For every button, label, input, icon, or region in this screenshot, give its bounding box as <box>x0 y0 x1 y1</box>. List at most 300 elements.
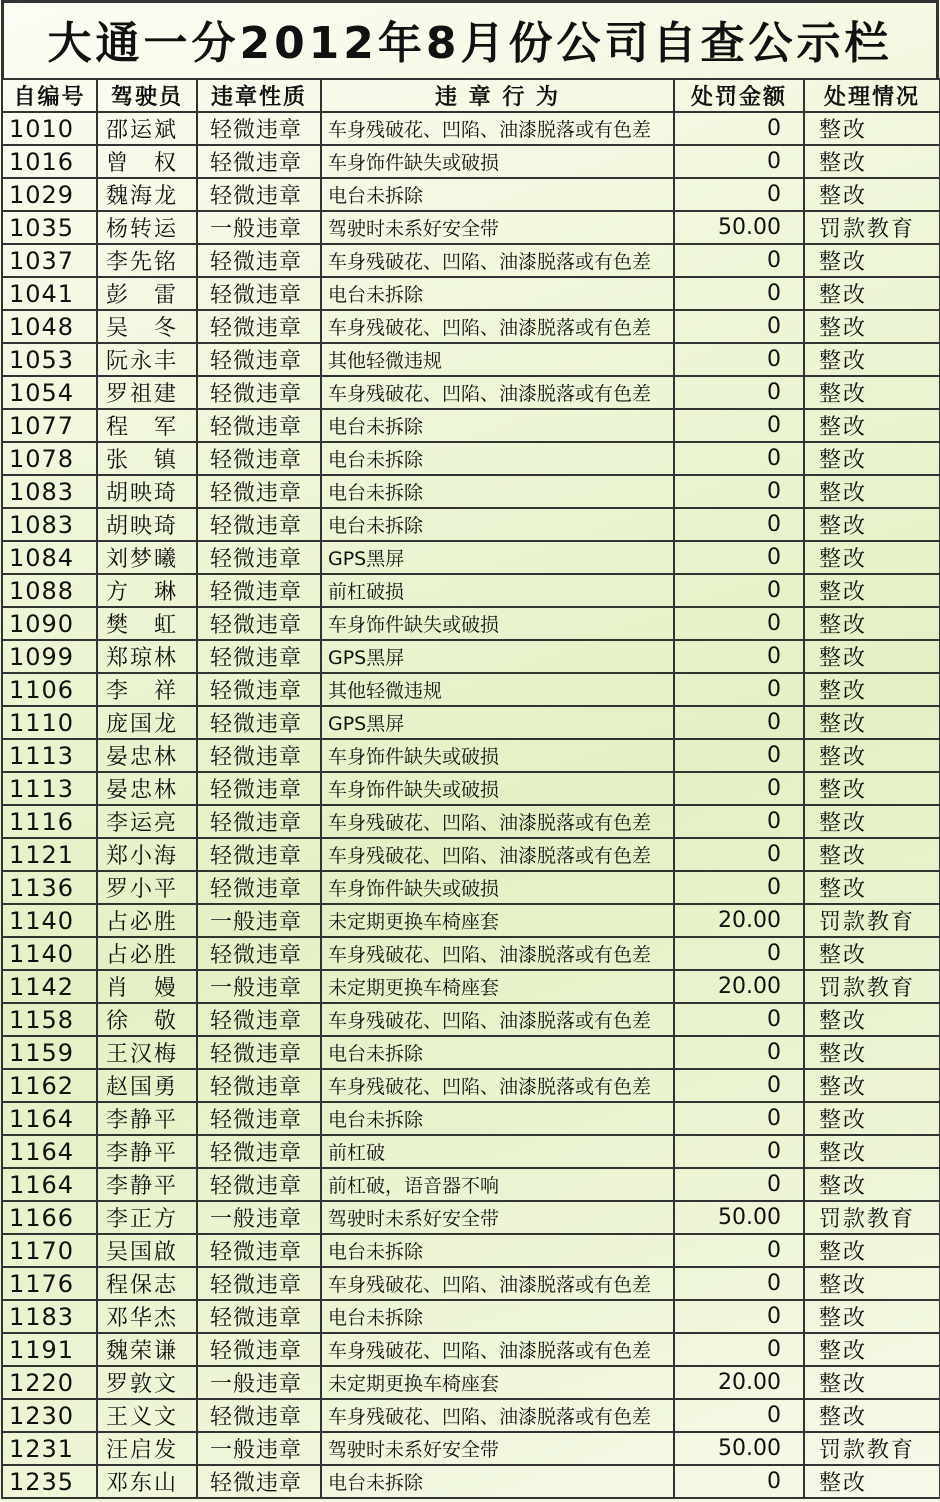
cell-behavior: 电台未拆除 <box>321 1036 674 1069</box>
cell-handling: 整改 <box>804 310 940 343</box>
cell-amount: 0 <box>674 838 804 871</box>
cell-driver: 李静平 <box>97 1102 197 1135</box>
cell-driver: 方 琳 <box>97 574 197 607</box>
table-row <box>2 640 940 673</box>
table-row <box>2 1069 940 1102</box>
cell-id: 1088 <box>2 574 97 607</box>
cell-id: 1121 <box>2 838 97 871</box>
cell-nature: 轻微违章 <box>197 244 321 277</box>
table-row <box>2 277 940 310</box>
cell-nature: 轻微违章 <box>197 1069 321 1102</box>
table-row <box>2 937 940 970</box>
table-row <box>2 1003 940 1036</box>
cell-nature: 轻微违章 <box>197 508 321 541</box>
cell-amount: 0 <box>674 244 804 277</box>
cell-id: 1166 <box>2 1201 97 1234</box>
cell-amount: 0 <box>674 1036 804 1069</box>
cell-driver: 邓东山 <box>97 1465 197 1498</box>
cell-behavior: 驾驶时未系好安全带 <box>321 1201 674 1234</box>
cell-nature: 轻微违章 <box>197 937 321 970</box>
cell-driver: 魏海龙 <box>97 178 197 211</box>
cell-amount: 0 <box>674 673 804 706</box>
cell-amount: 50.00 <box>674 1201 804 1234</box>
cell-driver: 罗祖建 <box>97 376 197 409</box>
cell-behavior: 车身残破花、凹陷、油漆脱落或有色差 <box>321 112 674 145</box>
cell-id: 1077 <box>2 409 97 442</box>
cell-id: 1231 <box>2 1432 97 1465</box>
table-row <box>2 1300 940 1333</box>
cell-amount: 0 <box>674 409 804 442</box>
cell-handling: 整改 <box>804 640 940 673</box>
cell-id: 1029 <box>2 178 97 211</box>
cell-amount: 0 <box>674 442 804 475</box>
cell-amount: 0 <box>674 1168 804 1201</box>
cell-amount: 50.00 <box>674 1432 804 1465</box>
cell-behavior: 其他轻微违规 <box>321 343 674 376</box>
cell-amount: 0 <box>674 1234 804 1267</box>
cell-behavior: 电台未拆除 <box>321 1300 674 1333</box>
header-handling: 处理情况 <box>804 79 940 112</box>
cell-behavior: 车身饰件缺失或破损 <box>321 739 674 772</box>
cell-id: 1230 <box>2 1399 97 1432</box>
cell-amount: 0 <box>674 574 804 607</box>
cell-handling: 罚款教育 <box>804 1432 940 1465</box>
cell-driver: 邓华杰 <box>97 1300 197 1333</box>
cell-amount: 0 <box>674 1399 804 1432</box>
cell-handling: 整改 <box>804 1399 940 1432</box>
cell-amount: 0 <box>674 277 804 310</box>
cell-amount: 50.00 <box>674 211 804 244</box>
table-body <box>2 112 940 1498</box>
cell-driver: 胡映琦 <box>97 475 197 508</box>
table-row <box>2 409 940 442</box>
cell-amount: 0 <box>674 343 804 376</box>
cell-handling: 罚款教育 <box>804 970 940 1003</box>
cell-nature: 轻微违章 <box>197 1102 321 1135</box>
cell-amount: 0 <box>674 112 804 145</box>
cell-behavior: 车身残破花、凹陷、油漆脱落或有色差 <box>321 805 674 838</box>
cell-id: 1164 <box>2 1102 97 1135</box>
cell-behavior: 车身残破花、凹陷、油漆脱落或有色差 <box>321 1003 674 1036</box>
cell-driver: 刘梦曦 <box>97 541 197 574</box>
cell-id: 1140 <box>2 937 97 970</box>
cell-handling: 整改 <box>804 937 940 970</box>
cell-behavior: 未定期更换车椅座套 <box>321 904 674 937</box>
table-row <box>2 1036 940 1069</box>
cell-id: 1106 <box>2 673 97 706</box>
cell-driver: 郑小海 <box>97 838 197 871</box>
cell-nature: 轻微违章 <box>197 541 321 574</box>
cell-handling: 整改 <box>804 1366 940 1399</box>
cell-id: 1116 <box>2 805 97 838</box>
table-row <box>2 805 940 838</box>
cell-id: 1140 <box>2 904 97 937</box>
header-nature: 违章性质 <box>197 79 321 112</box>
cell-amount: 0 <box>674 1135 804 1168</box>
cell-id: 1164 <box>2 1135 97 1168</box>
cell-behavior: 车身残破花、凹陷、油漆脱落或有色差 <box>321 1333 674 1366</box>
table-row <box>2 112 940 145</box>
cell-driver: 罗小平 <box>97 871 197 904</box>
table-row <box>2 1267 940 1300</box>
cell-amount: 0 <box>674 310 804 343</box>
table-row <box>2 1201 940 1234</box>
cell-behavior: 车身残破花、凹陷、油漆脱落或有色差 <box>321 1069 674 1102</box>
cell-driver: 晏忠林 <box>97 772 197 805</box>
cell-driver: 吴国啟 <box>97 1234 197 1267</box>
cell-id: 1099 <box>2 640 97 673</box>
cell-behavior: 车身饰件缺失或破损 <box>321 871 674 904</box>
table-row <box>2 673 940 706</box>
cell-amount: 0 <box>674 145 804 178</box>
cell-behavior: 电台未拆除 <box>321 1234 674 1267</box>
cell-handling: 整改 <box>804 673 940 706</box>
cell-nature: 轻微违章 <box>197 442 321 475</box>
cell-nature: 轻微违章 <box>197 574 321 607</box>
cell-nature: 轻微违章 <box>197 475 321 508</box>
cell-nature: 轻微违章 <box>197 1234 321 1267</box>
cell-id: 1053 <box>2 343 97 376</box>
cell-nature: 轻微违章 <box>197 277 321 310</box>
table-row <box>2 343 940 376</box>
cell-behavior: GPS黑屏 <box>321 706 674 739</box>
cell-behavior: 电台未拆除 <box>321 442 674 475</box>
cell-driver: 邵运斌 <box>97 112 197 145</box>
table-row <box>2 1333 940 1366</box>
cell-behavior: 车身残破花、凹陷、油漆脱落或有色差 <box>321 310 674 343</box>
cell-handling: 整改 <box>804 508 940 541</box>
cell-nature: 轻微违章 <box>197 1300 321 1333</box>
cell-handling: 整改 <box>804 442 940 475</box>
cell-driver: 李先铭 <box>97 244 197 277</box>
cell-behavior: 驾驶时未系好安全带 <box>321 211 674 244</box>
table-row <box>2 1465 940 1498</box>
cell-nature: 轻微违章 <box>197 1003 321 1036</box>
cell-behavior: 车身残破花、凹陷、油漆脱落或有色差 <box>321 1267 674 1300</box>
cell-amount: 0 <box>674 1300 804 1333</box>
cell-behavior: 车身残破花、凹陷、油漆脱落或有色差 <box>321 376 674 409</box>
cell-amount: 0 <box>674 178 804 211</box>
cell-id: 1142 <box>2 970 97 1003</box>
cell-amount: 20.00 <box>674 904 804 937</box>
cell-handling: 整改 <box>804 1102 940 1135</box>
cell-amount: 0 <box>674 1069 804 1102</box>
table-row <box>2 739 940 772</box>
cell-handling: 整改 <box>804 244 940 277</box>
cell-handling: 整改 <box>804 178 940 211</box>
cell-id: 1176 <box>2 1267 97 1300</box>
cell-id: 1162 <box>2 1069 97 1102</box>
cell-driver: 曾 权 <box>97 145 197 178</box>
cell-handling: 整改 <box>804 1234 940 1267</box>
table-row <box>2 541 940 574</box>
cell-amount: 0 <box>674 1333 804 1366</box>
cell-id: 1220 <box>2 1366 97 1399</box>
cell-driver: 徐 敬 <box>97 1003 197 1036</box>
cell-amount: 0 <box>674 871 804 904</box>
table-row <box>2 1135 940 1168</box>
cell-driver: 李静平 <box>97 1135 197 1168</box>
cell-driver: 樊 虹 <box>97 607 197 640</box>
cell-nature: 轻微违章 <box>197 409 321 442</box>
table-row <box>2 508 940 541</box>
cell-handling: 整改 <box>804 871 940 904</box>
table-row <box>2 244 940 277</box>
cell-handling: 整改 <box>804 607 940 640</box>
cell-nature: 轻微违章 <box>197 1036 321 1069</box>
cell-behavior: 车身残破花、凹陷、油漆脱落或有色差 <box>321 244 674 277</box>
table-row <box>2 1432 940 1465</box>
cell-handling: 整改 <box>804 541 940 574</box>
cell-driver: 李 祥 <box>97 673 197 706</box>
cell-driver: 郑琼林 <box>97 640 197 673</box>
cell-id: 1235 <box>2 1465 97 1498</box>
cell-driver: 王汉梅 <box>97 1036 197 1069</box>
cell-handling: 整改 <box>804 1135 940 1168</box>
cell-id: 1084 <box>2 541 97 574</box>
cell-id: 1158 <box>2 1003 97 1036</box>
cell-id: 1054 <box>2 376 97 409</box>
cell-handling: 罚款教育 <box>804 904 940 937</box>
cell-behavior: 电台未拆除 <box>321 409 674 442</box>
cell-id: 1083 <box>2 508 97 541</box>
table-row <box>2 1366 940 1399</box>
cell-handling: 整改 <box>804 706 940 739</box>
cell-behavior: 电台未拆除 <box>321 1465 674 1498</box>
cell-id: 1113 <box>2 772 97 805</box>
cell-nature: 轻微违章 <box>197 343 321 376</box>
cell-nature: 轻微违章 <box>197 607 321 640</box>
cell-nature: 轻微违章 <box>197 1135 321 1168</box>
cell-nature: 轻微违章 <box>197 112 321 145</box>
violations-table <box>1 78 940 1499</box>
cell-handling: 整改 <box>804 376 940 409</box>
cell-behavior: 前杠破，语音器不响 <box>321 1168 674 1201</box>
cell-behavior: 车身残破花、凹陷、油漆脱落或有色差 <box>321 937 674 970</box>
cell-id: 1016 <box>2 145 97 178</box>
cell-behavior: 电台未拆除 <box>321 277 674 310</box>
table-row <box>2 904 940 937</box>
table-row <box>2 310 940 343</box>
cell-handling: 整改 <box>804 574 940 607</box>
cell-amount: 0 <box>674 772 804 805</box>
cell-behavior: 车身饰件缺失或破损 <box>321 772 674 805</box>
cell-nature: 一般违章 <box>197 1201 321 1234</box>
cell-handling: 整改 <box>804 475 940 508</box>
cell-handling: 整改 <box>804 343 940 376</box>
cell-nature: 轻微违章 <box>197 772 321 805</box>
cell-amount: 0 <box>674 640 804 673</box>
cell-amount: 0 <box>674 541 804 574</box>
cell-driver: 肖 嫚 <box>97 970 197 1003</box>
table-row <box>2 1168 940 1201</box>
cell-behavior: 前杠破损 <box>321 574 674 607</box>
cell-driver: 张 镇 <box>97 442 197 475</box>
cell-handling: 整改 <box>804 1267 940 1300</box>
cell-handling: 整改 <box>804 1168 940 1201</box>
cell-handling: 整改 <box>804 838 940 871</box>
cell-driver: 李正方 <box>97 1201 197 1234</box>
cell-handling: 罚款教育 <box>804 211 940 244</box>
cell-amount: 0 <box>674 376 804 409</box>
cell-nature: 一般违章 <box>197 970 321 1003</box>
cell-nature: 轻微违章 <box>197 838 321 871</box>
cell-driver: 占必胜 <box>97 904 197 937</box>
table-row <box>2 607 940 640</box>
table-row <box>2 871 940 904</box>
cell-driver: 赵国勇 <box>97 1069 197 1102</box>
table-row <box>2 1399 940 1432</box>
table-row <box>2 1102 940 1135</box>
cell-amount: 0 <box>674 1102 804 1135</box>
cell-nature: 轻微违章 <box>197 1168 321 1201</box>
header-id: 自编号 <box>2 79 97 112</box>
cell-behavior: 未定期更换车椅座套 <box>321 1366 674 1399</box>
cell-amount: 0 <box>674 706 804 739</box>
cell-behavior: 车身残破花、凹陷、油漆脱落或有色差 <box>321 838 674 871</box>
cell-nature: 轻微违章 <box>197 805 321 838</box>
cell-nature: 一般违章 <box>197 1432 321 1465</box>
cell-driver: 汪启发 <box>97 1432 197 1465</box>
table-row <box>2 475 940 508</box>
cell-nature: 轻微违章 <box>197 178 321 211</box>
cell-driver: 罗敦文 <box>97 1366 197 1399</box>
table-row <box>2 442 940 475</box>
cell-driver: 庞国龙 <box>97 706 197 739</box>
table-row <box>2 178 940 211</box>
table-row <box>2 376 940 409</box>
cell-handling: 整改 <box>804 1465 940 1498</box>
cell-id: 1090 <box>2 607 97 640</box>
table-row <box>2 1234 940 1267</box>
cell-behavior: 驾驶时未系好安全带 <box>321 1432 674 1465</box>
cell-behavior: 电台未拆除 <box>321 1102 674 1135</box>
cell-amount: 0 <box>674 739 804 772</box>
table-row <box>2 574 940 607</box>
cell-nature: 轻微违章 <box>197 871 321 904</box>
cell-amount: 0 <box>674 1465 804 1498</box>
cell-driver: 彭 雷 <box>97 277 197 310</box>
cell-handling: 整改 <box>804 1003 940 1036</box>
cell-driver: 魏荣谦 <box>97 1333 197 1366</box>
cell-id: 1078 <box>2 442 97 475</box>
cell-id: 1083 <box>2 475 97 508</box>
cell-amount: 20.00 <box>674 970 804 1003</box>
cell-nature: 轻微违章 <box>197 1465 321 1498</box>
table-row <box>2 772 940 805</box>
cell-handling: 整改 <box>804 277 940 310</box>
cell-driver: 晏忠林 <box>97 739 197 772</box>
cell-amount: 0 <box>674 1003 804 1036</box>
cell-handling: 整改 <box>804 112 940 145</box>
table-header-row <box>2 79 940 112</box>
cell-id: 1183 <box>2 1300 97 1333</box>
cell-nature: 一般违章 <box>197 904 321 937</box>
cell-handling: 整改 <box>804 739 940 772</box>
cell-driver: 李运亮 <box>97 805 197 838</box>
cell-handling: 整改 <box>804 409 940 442</box>
cell-amount: 0 <box>674 1267 804 1300</box>
cell-handling: 整改 <box>804 1300 940 1333</box>
cell-id: 1170 <box>2 1234 97 1267</box>
header-amount: 处罚金额 <box>674 79 804 112</box>
cell-handling: 整改 <box>804 1069 940 1102</box>
cell-handling: 整改 <box>804 805 940 838</box>
cell-id: 1037 <box>2 244 97 277</box>
cell-handling: 整改 <box>804 1036 940 1069</box>
cell-driver: 阮永丰 <box>97 343 197 376</box>
cell-behavior: GPS黑屏 <box>321 640 674 673</box>
cell-nature: 轻微违章 <box>197 1333 321 1366</box>
cell-id: 1010 <box>2 112 97 145</box>
cell-handling: 整改 <box>804 772 940 805</box>
table-row <box>2 706 940 739</box>
cell-nature: 轻微违章 <box>197 1267 321 1300</box>
cell-behavior: 车身残破花、凹陷、油漆脱落或有色差 <box>321 1399 674 1432</box>
cell-behavior: 电台未拆除 <box>321 508 674 541</box>
cell-behavior: 电台未拆除 <box>321 475 674 508</box>
cell-driver: 王义文 <box>97 1399 197 1432</box>
cell-id: 1113 <box>2 739 97 772</box>
table-row <box>2 211 940 244</box>
cell-nature: 一般违章 <box>197 211 321 244</box>
cell-amount: 0 <box>674 508 804 541</box>
cell-driver: 程保志 <box>97 1267 197 1300</box>
cell-id: 1164 <box>2 1168 97 1201</box>
cell-id: 1048 <box>2 310 97 343</box>
cell-driver: 吴 冬 <box>97 310 197 343</box>
cell-nature: 轻微违章 <box>197 376 321 409</box>
cell-handling: 罚款教育 <box>804 1201 940 1234</box>
cell-id: 1041 <box>2 277 97 310</box>
cell-amount: 0 <box>674 937 804 970</box>
table-row <box>2 145 940 178</box>
cell-nature: 一般违章 <box>197 1366 321 1399</box>
cell-id: 1110 <box>2 706 97 739</box>
table-row <box>2 970 940 1003</box>
cell-driver: 占必胜 <box>97 937 197 970</box>
cell-id: 1136 <box>2 871 97 904</box>
header-behavior: 违 章 行 为 <box>321 79 674 112</box>
cell-amount: 0 <box>674 475 804 508</box>
cell-id: 1035 <box>2 211 97 244</box>
cell-handling: 整改 <box>804 145 940 178</box>
cell-nature: 轻微违章 <box>197 640 321 673</box>
cell-behavior: 电台未拆除 <box>321 178 674 211</box>
cell-nature: 轻微违章 <box>197 310 321 343</box>
cell-nature: 轻微违章 <box>197 706 321 739</box>
cell-driver: 程 军 <box>97 409 197 442</box>
cell-driver: 胡映琦 <box>97 508 197 541</box>
cell-driver: 杨转运 <box>97 211 197 244</box>
cell-amount: 0 <box>674 607 804 640</box>
cell-behavior: 未定期更换车椅座套 <box>321 970 674 1003</box>
page-title: 大通一分2012年8月份公司自查公示栏 <box>1 0 939 78</box>
cell-driver: 李静平 <box>97 1168 197 1201</box>
cell-id: 1191 <box>2 1333 97 1366</box>
cell-amount: 0 <box>674 805 804 838</box>
cell-behavior: 车身饰件缺失或破损 <box>321 607 674 640</box>
cell-nature: 轻微违章 <box>197 1399 321 1432</box>
cell-behavior: 其他轻微违规 <box>321 673 674 706</box>
cell-behavior: 前杠破 <box>321 1135 674 1168</box>
header-driver: 驾驶员 <box>97 79 197 112</box>
cell-handling: 整改 <box>804 1333 940 1366</box>
cell-id: 1159 <box>2 1036 97 1069</box>
cell-behavior: 车身饰件缺失或破损 <box>321 145 674 178</box>
table-row <box>2 838 940 871</box>
cell-amount: 20.00 <box>674 1366 804 1399</box>
